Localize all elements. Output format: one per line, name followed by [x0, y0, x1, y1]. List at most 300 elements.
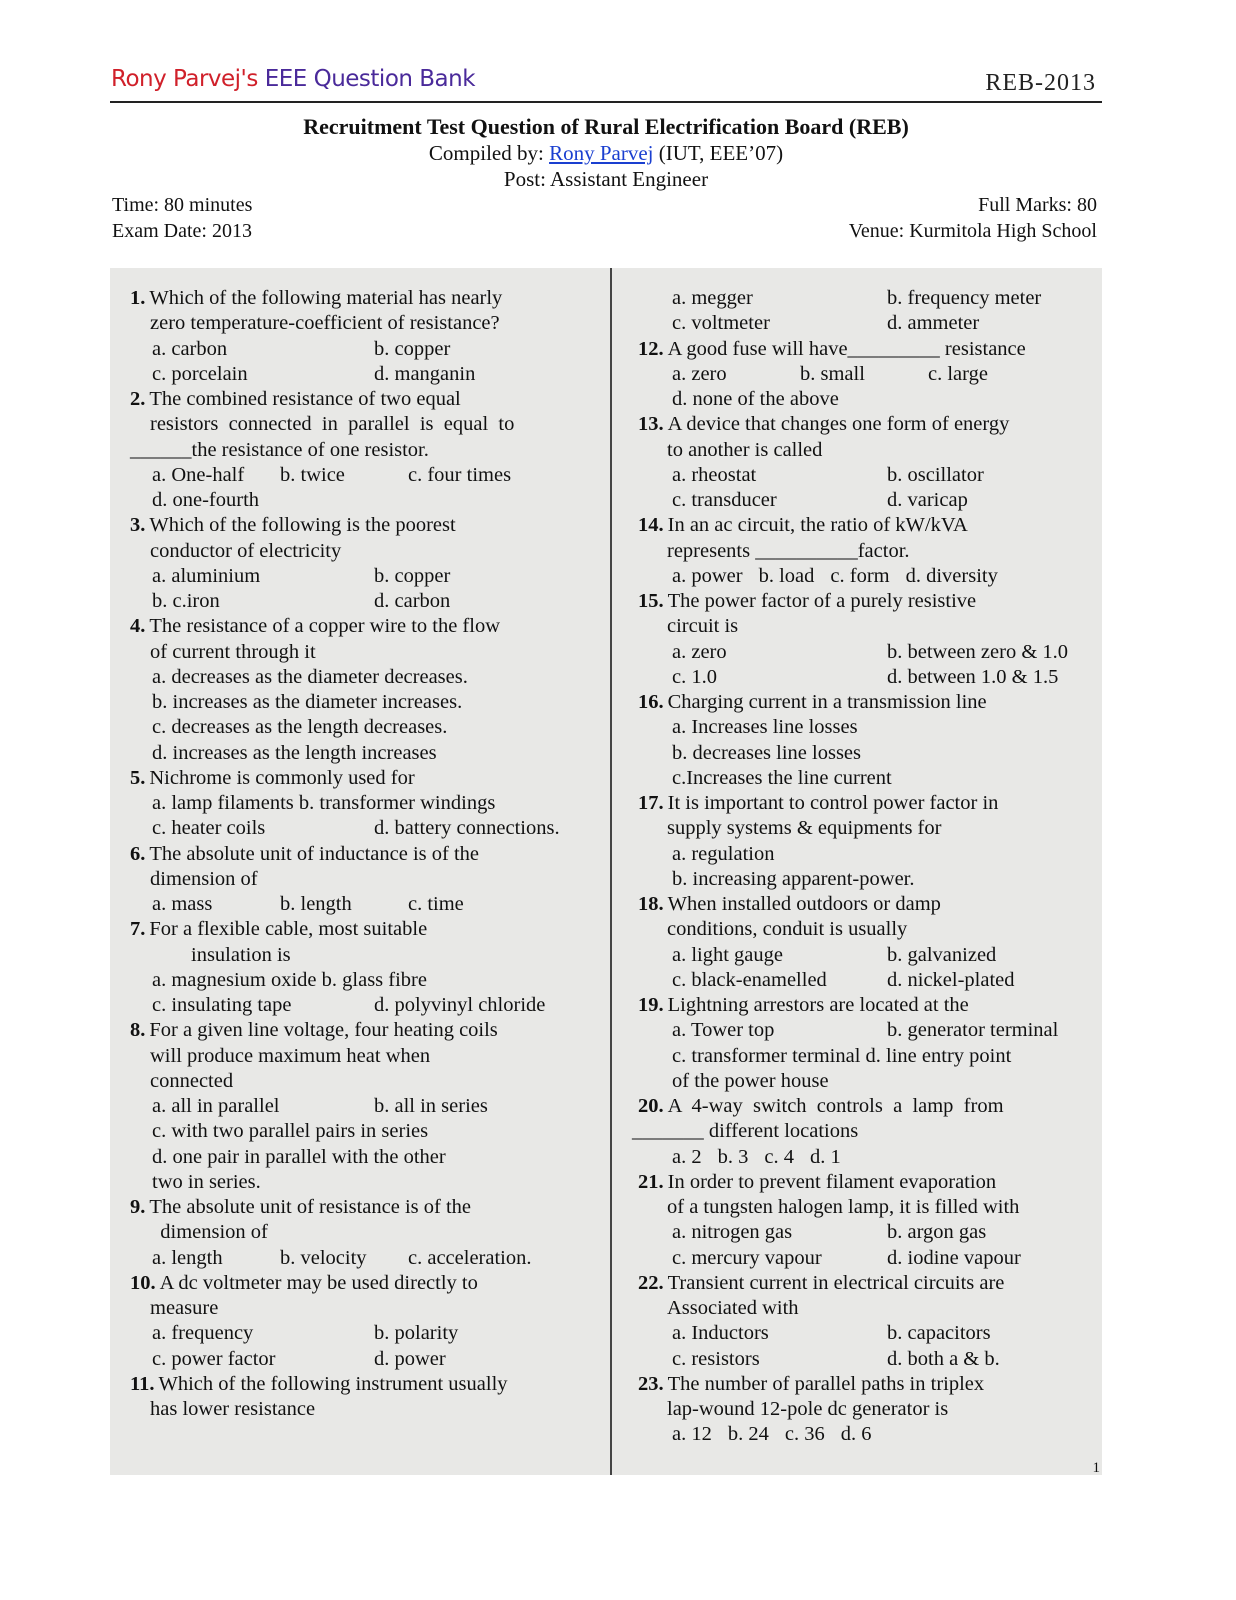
question-text: Which of the following is the poorest [149, 514, 456, 537]
answer-option: a. regulation [672, 842, 775, 865]
left-column [110, 286, 600, 1422]
question-text: A 4-way switch controls a lamp from [667, 1095, 1004, 1117]
answer-option: b. length [280, 893, 352, 915]
question-number: 4. [130, 615, 146, 638]
answer-option: d. both a & b. [887, 1347, 1000, 1370]
options-group [672, 1220, 1102, 1245]
options-group [672, 968, 1102, 993]
answer-option: a. magnesium oxide b. glass fibre [152, 968, 427, 991]
answer-option: b. between zero & 1.0 [887, 640, 1069, 663]
options-group [152, 791, 600, 816]
answer-option: a. rheostat [672, 463, 757, 486]
question-text: The absolute unit of resistance is of the [149, 1196, 472, 1218]
question-stem [612, 589, 1102, 614]
options-row [612, 842, 1102, 867]
question-stem-continued [110, 1397, 600, 1422]
options-row [110, 715, 600, 740]
question-number: 12. [638, 337, 664, 360]
options-group [152, 564, 600, 589]
question-stem [612, 337, 1102, 362]
options-group [672, 463, 1102, 488]
options-group [672, 1246, 1102, 1271]
question-text: of a tungsten halogen lamp, it is filled with [667, 1196, 1020, 1218]
answer-option: c. 4 [764, 1145, 794, 1168]
options-row [612, 1069, 1102, 1094]
options-row [612, 1018, 1102, 1043]
question-stem-continued [110, 438, 600, 463]
header-code: REB-2013 [985, 70, 1096, 96]
answer-option: b. generator terminal [887, 1019, 1059, 1042]
question-text: lap-wound 12-pole dc generator is [667, 1398, 949, 1420]
options-row [612, 665, 1102, 690]
question-stem [612, 513, 1102, 538]
answer-option: d. polyvinyl chloride [374, 994, 546, 1016]
answer-option: c. transducer [672, 489, 777, 511]
answer-option: d. between 1.0 & 1.5 [887, 665, 1059, 688]
options-group [152, 1145, 600, 1170]
options-row [612, 1044, 1102, 1069]
options-row [110, 741, 600, 766]
options-row [612, 286, 1102, 311]
answer-option: b. load [758, 564, 815, 587]
question-stem [612, 412, 1102, 437]
answer-option: c. porcelain [152, 362, 248, 385]
answer-option: a. Increases line losses [672, 716, 858, 739]
answer-option: c. time [408, 893, 464, 915]
options-group [672, 943, 1102, 968]
answer-option: a. Tower top [672, 1019, 775, 1042]
question-number: 6. [130, 842, 146, 865]
options-row [110, 1246, 600, 1271]
answer-option: a. light gauge [672, 943, 784, 966]
answer-option: c.Increases the line current [672, 766, 892, 789]
question-stem-continued [612, 438, 1102, 463]
question-text: zero temperature-coefficient of resistance? [150, 312, 500, 335]
question-text: In an ac circuit, the ratio of kW/kVA [667, 514, 968, 537]
compiled-suffix: (IUT, EEE’07) [658, 141, 784, 165]
options-group [152, 665, 600, 690]
answer-option: a. 2 [672, 1145, 702, 1168]
question-stem [612, 791, 1102, 816]
answer-option: b. copper [374, 337, 451, 360]
options-row [110, 488, 600, 513]
question-stem-continued [612, 1195, 1102, 1220]
options-row [110, 968, 600, 993]
question-number: 20. [638, 1095, 664, 1117]
answer-option: d. increases as the length increases [152, 741, 437, 764]
answer-option: b. copper [374, 564, 451, 587]
options-row [110, 1321, 600, 1346]
options-row [110, 337, 600, 362]
question-text: conditions, conduit is usually [667, 918, 908, 941]
question-number: 2. [130, 388, 146, 410]
answer-option: d. battery connections. [374, 817, 560, 840]
question-text: Which of the following material has nearly [149, 287, 503, 309]
question-stem-continued [110, 1069, 600, 1094]
options-row [110, 362, 600, 387]
options-row [110, 564, 600, 589]
question-text: ______the resistance of one resistor. [130, 438, 429, 461]
document-title: Recruitment Test Question of Rural Electrification Board (REB) [303, 114, 909, 139]
answer-option: d. power [374, 1347, 446, 1370]
question-stem [110, 1018, 600, 1043]
exam-date-label: Exam Date: 2013 [112, 220, 252, 242]
answer-option: c. voltmeter [672, 312, 770, 335]
options-row [612, 741, 1102, 766]
question-number: 10. [130, 1271, 156, 1294]
question-number: 14. [638, 514, 664, 537]
options-group [672, 842, 1102, 867]
question-text: Nichrome is commonly used for [149, 766, 415, 789]
answer-option: a. nitrogen gas [672, 1221, 793, 1244]
question-text: A device that changes one form of energy [667, 413, 1010, 436]
options-row [110, 1170, 600, 1195]
options-group [672, 741, 1102, 766]
options-row [110, 1145, 600, 1170]
options-row [110, 1119, 600, 1144]
answer-option: a. 12 [672, 1423, 712, 1446]
question-number: 16. [638, 691, 664, 713]
answer-option: b. 3 [717, 1145, 749, 1168]
options-group [672, 311, 1102, 336]
question-stem [612, 1271, 1102, 1296]
question-text: It is important to control power factor in [667, 792, 999, 814]
answer-option: b. capacitors [887, 1322, 991, 1345]
answer-option: d. diversity [905, 564, 998, 587]
answer-option: a. power [672, 564, 743, 587]
full-marks-label: Full Marks: 80 [978, 194, 1097, 216]
question-stem [612, 892, 1102, 917]
answer-option: b. argon gas [887, 1221, 987, 1244]
question-text: In order to prevent filament evaporation [667, 1170, 997, 1193]
question-stem [110, 387, 600, 412]
options-group [672, 564, 1102, 589]
answer-option: c. large [928, 362, 988, 385]
question-text: Transient current in electrical circuits are [667, 1271, 1005, 1294]
options-group [672, 1422, 1102, 1447]
question-number: 9. [130, 1196, 146, 1218]
question-text: Associated with [667, 1297, 799, 1319]
question-text: of current through it [150, 640, 316, 663]
options-row [612, 1347, 1102, 1372]
question-number: 7. [130, 918, 146, 941]
question-text: A dc voltmeter may be used directly to [159, 1271, 478, 1294]
answer-option: d. nickel-plated [887, 968, 1015, 991]
question-text: The power factor of a purely resistive [667, 590, 977, 612]
question-number: 5. [130, 766, 146, 789]
question-text: supply systems & equipments for [667, 817, 942, 840]
answer-option: a. megger [672, 287, 753, 309]
answer-option: b. increasing apparent-power. [672, 867, 915, 890]
options-row [612, 362, 1102, 387]
venue-label: Venue: Kurmitola High School [848, 220, 1097, 242]
options-group [672, 286, 1102, 311]
options-row [612, 387, 1102, 412]
time-label: Time: 80 minutes [112, 194, 253, 216]
answer-option: b. increases as the diameter increases. [152, 691, 463, 713]
options-group [152, 690, 600, 715]
answer-option: b. 24 [727, 1423, 769, 1446]
options-group [152, 1321, 600, 1346]
options-group [152, 816, 600, 841]
options-row [612, 715, 1102, 740]
question-number: 18. [638, 893, 664, 915]
question-text: The absolute unit of inductance is of the [149, 842, 479, 865]
options-row [612, 766, 1102, 791]
post-title: Post: Assistant Engineer [503, 167, 709, 191]
answer-option: a. frequency [152, 1322, 254, 1345]
options-row [612, 1422, 1102, 1447]
answer-option: d. none of the above [672, 388, 839, 410]
answer-option: b. oscillator [887, 463, 984, 486]
question-stem-continued [612, 816, 1102, 841]
answer-option: c. four times [408, 463, 512, 486]
options-group [152, 993, 600, 1018]
options-row [612, 640, 1102, 665]
header-rule [110, 101, 1102, 103]
answer-option: d. one pair in parallel with the other [152, 1145, 446, 1168]
question-text: Lightning arrestors are located at the [667, 994, 969, 1016]
options-group [672, 665, 1102, 690]
question-stem [110, 286, 600, 311]
answer-option: d. 6 [840, 1423, 872, 1446]
options-row [612, 564, 1102, 589]
options-row [110, 463, 600, 488]
question-number: 1. [130, 287, 146, 309]
options-group [672, 1018, 1102, 1043]
options-group [672, 766, 1102, 791]
answer-option: c. decreases as the length decreases. [152, 716, 448, 739]
question-number: 13. [638, 413, 664, 436]
question-text: measure [150, 1297, 219, 1319]
answer-option: a. aluminium [152, 564, 261, 587]
question-number: 19. [638, 994, 664, 1016]
answer-option: d. carbon [374, 590, 451, 612]
options-group [672, 867, 1102, 892]
brand-author: Rony Parvej's [111, 66, 258, 92]
options-row [612, 1321, 1102, 1346]
answer-option: a. Inductors [672, 1322, 769, 1345]
options-group [152, 968, 600, 993]
question-stem-continued [110, 311, 600, 336]
options-row [612, 311, 1102, 336]
question-stem-continued [612, 1119, 1102, 1144]
question-stem [110, 1372, 600, 1397]
options-row [110, 816, 600, 841]
options-group [152, 337, 600, 362]
question-text: insulation is [150, 943, 291, 966]
question-stem [612, 993, 1102, 1018]
options-row [612, 943, 1102, 968]
answer-option: c. form [830, 564, 890, 587]
answer-option: b. small [800, 362, 865, 385]
question-stem [110, 842, 600, 867]
answer-option: c. resistors [672, 1347, 760, 1370]
answer-option: d. manganin [374, 362, 476, 385]
options-row [612, 488, 1102, 513]
answer-option: c. transformer terminal d. line entry point [672, 1044, 1012, 1067]
question-number: 11. [130, 1372, 155, 1395]
question-stem [110, 917, 600, 942]
answer-option: b. galvanized [887, 943, 997, 966]
answer-option: b. c.iron [152, 590, 220, 612]
question-text: resistors connected in parallel is equal to [150, 413, 515, 436]
answer-option: d. 1 [809, 1145, 841, 1168]
options-group [152, 1347, 600, 1372]
question-stem-continued [110, 1296, 600, 1321]
question-stem-continued [110, 412, 600, 437]
answer-option: a. all in parallel [152, 1095, 280, 1117]
answer-option: a. carbon [152, 337, 228, 360]
answer-option: b. decreases line losses [672, 741, 861, 764]
question-stem-continued [612, 1296, 1102, 1321]
answer-option: c. insulating tape [152, 994, 292, 1016]
answer-option: b. polarity [374, 1322, 459, 1345]
question-text: The resistance of a copper wire to the flow [149, 615, 501, 638]
options-group [672, 1321, 1102, 1346]
compiled-by [0, 141, 1212, 166]
answer-option: a. decreases as the diameter decreases. [152, 665, 468, 688]
page-number: 1 [1092, 1460, 1100, 1476]
question-text: has lower resistance [150, 1398, 316, 1420]
question-stem [110, 614, 600, 639]
question-text: to another is called [667, 438, 823, 461]
question-stem-continued [110, 1220, 600, 1245]
options-group [152, 463, 600, 488]
question-number: 8. [130, 1019, 146, 1042]
answer-option: a. zero [672, 640, 727, 663]
options-row [612, 1145, 1102, 1170]
question-text: The combined resistance of two equal [149, 388, 461, 410]
answer-option: c. mercury vapour [672, 1246, 822, 1269]
options-row [110, 589, 600, 614]
question-text: For a given line voltage, four heating coils [149, 1019, 498, 1042]
question-stem [110, 766, 600, 791]
options-group [152, 741, 600, 766]
options-row [110, 892, 600, 917]
answer-option: a. zero [672, 362, 727, 385]
options-group [672, 1145, 1102, 1170]
answer-option: d. varicap [887, 489, 968, 511]
options-group [672, 640, 1102, 665]
options-group [152, 1246, 600, 1271]
options-group [672, 1044, 1102, 1069]
question-text: connected [150, 1069, 234, 1092]
options-group [152, 362, 600, 387]
options-row [612, 867, 1102, 892]
options-group [672, 1069, 1102, 1094]
question-stem-continued [612, 917, 1102, 942]
question-stem [110, 513, 600, 538]
right-column [612, 286, 1102, 1448]
options-row [110, 690, 600, 715]
author-link[interactable]: Rony Parvej [549, 141, 654, 165]
question-text: conductor of electricity [150, 539, 342, 562]
question-number: 3. [130, 514, 146, 537]
answer-option: a. length [152, 1246, 223, 1269]
question-text: The number of parallel paths in triplex [667, 1372, 985, 1395]
answer-option: a. mass [152, 893, 213, 915]
question-number: 21. [638, 1170, 664, 1193]
options-row [612, 1246, 1102, 1271]
answer-option: a. lamp filaments b. transformer windings [152, 792, 496, 814]
question-stem [612, 1372, 1102, 1397]
question-text: For a flexible cable, most suitable [149, 918, 428, 941]
question-text: circuit is [667, 615, 739, 638]
options-row [110, 993, 600, 1018]
answer-option: a. One-half [152, 463, 245, 486]
question-stem-continued [110, 943, 600, 968]
answer-option: c. with two parallel pairs in series [152, 1120, 429, 1143]
answer-option: b. all in series [374, 1095, 488, 1117]
options-row [110, 665, 600, 690]
answer-option: c. 1.0 [672, 665, 717, 688]
answer-option: c. 36 [784, 1423, 825, 1446]
options-group [672, 1347, 1102, 1372]
answer-option: c. power factor [152, 1347, 276, 1370]
answer-option: b. velocity [280, 1246, 367, 1269]
question-text: dimension of [150, 867, 258, 890]
answer-option: of the power house [672, 1069, 829, 1092]
answer-option: c. heater coils [152, 817, 266, 840]
brand-title: EEE Question Bank [264, 66, 476, 92]
options-row [110, 1347, 600, 1372]
question-stem [612, 690, 1102, 715]
answer-option: d. one-fourth [152, 489, 260, 511]
question-stem-continued [110, 640, 600, 665]
question-text: will produce maximum heat when [150, 1044, 431, 1067]
answer-option: d. iodine vapour [887, 1246, 1021, 1269]
question-stem [612, 1094, 1102, 1119]
options-group [672, 715, 1102, 740]
answer-option: c. acceleration. [408, 1246, 532, 1269]
answer-option: two in series. [152, 1170, 261, 1193]
options-row [110, 791, 600, 816]
answer-option: b. twice [280, 463, 345, 486]
question-number: 22. [638, 1271, 664, 1294]
question-number: 15. [638, 590, 664, 612]
question-stem [110, 1271, 600, 1296]
options-group [672, 362, 1102, 387]
question-stem-continued [110, 539, 600, 564]
question-number: 23. [638, 1372, 664, 1395]
question-text: Which of the following instrument usually [158, 1372, 508, 1395]
options-group [672, 387, 1102, 412]
answer-option: c. black-enamelled [672, 968, 827, 991]
options-group [152, 1119, 600, 1144]
question-stem [110, 1195, 600, 1220]
question-stem-continued [612, 1397, 1102, 1422]
question-text: dimension of [150, 1221, 268, 1244]
header-brand [111, 66, 475, 92]
compiled-prefix: Compiled by: [428, 141, 544, 165]
question-text: A good fuse will have_________ resistance [667, 337, 1026, 360]
options-group [152, 1170, 600, 1195]
answer-option: d. ammeter [887, 312, 980, 335]
options-group [152, 589, 600, 614]
question-text: _______ different locations [632, 1120, 859, 1143]
question-text: Charging current in a transmission line [667, 691, 987, 713]
question-text: When installed outdoors or damp [667, 893, 941, 915]
options-row [612, 1220, 1102, 1245]
question-stem-continued [110, 1044, 600, 1069]
options-group [152, 1094, 600, 1119]
options-row [612, 968, 1102, 993]
question-text: represents __________factor. [667, 539, 910, 562]
answer-option: b. frequency meter [887, 287, 1042, 309]
question-stem-continued [612, 539, 1102, 564]
options-row [612, 463, 1102, 488]
